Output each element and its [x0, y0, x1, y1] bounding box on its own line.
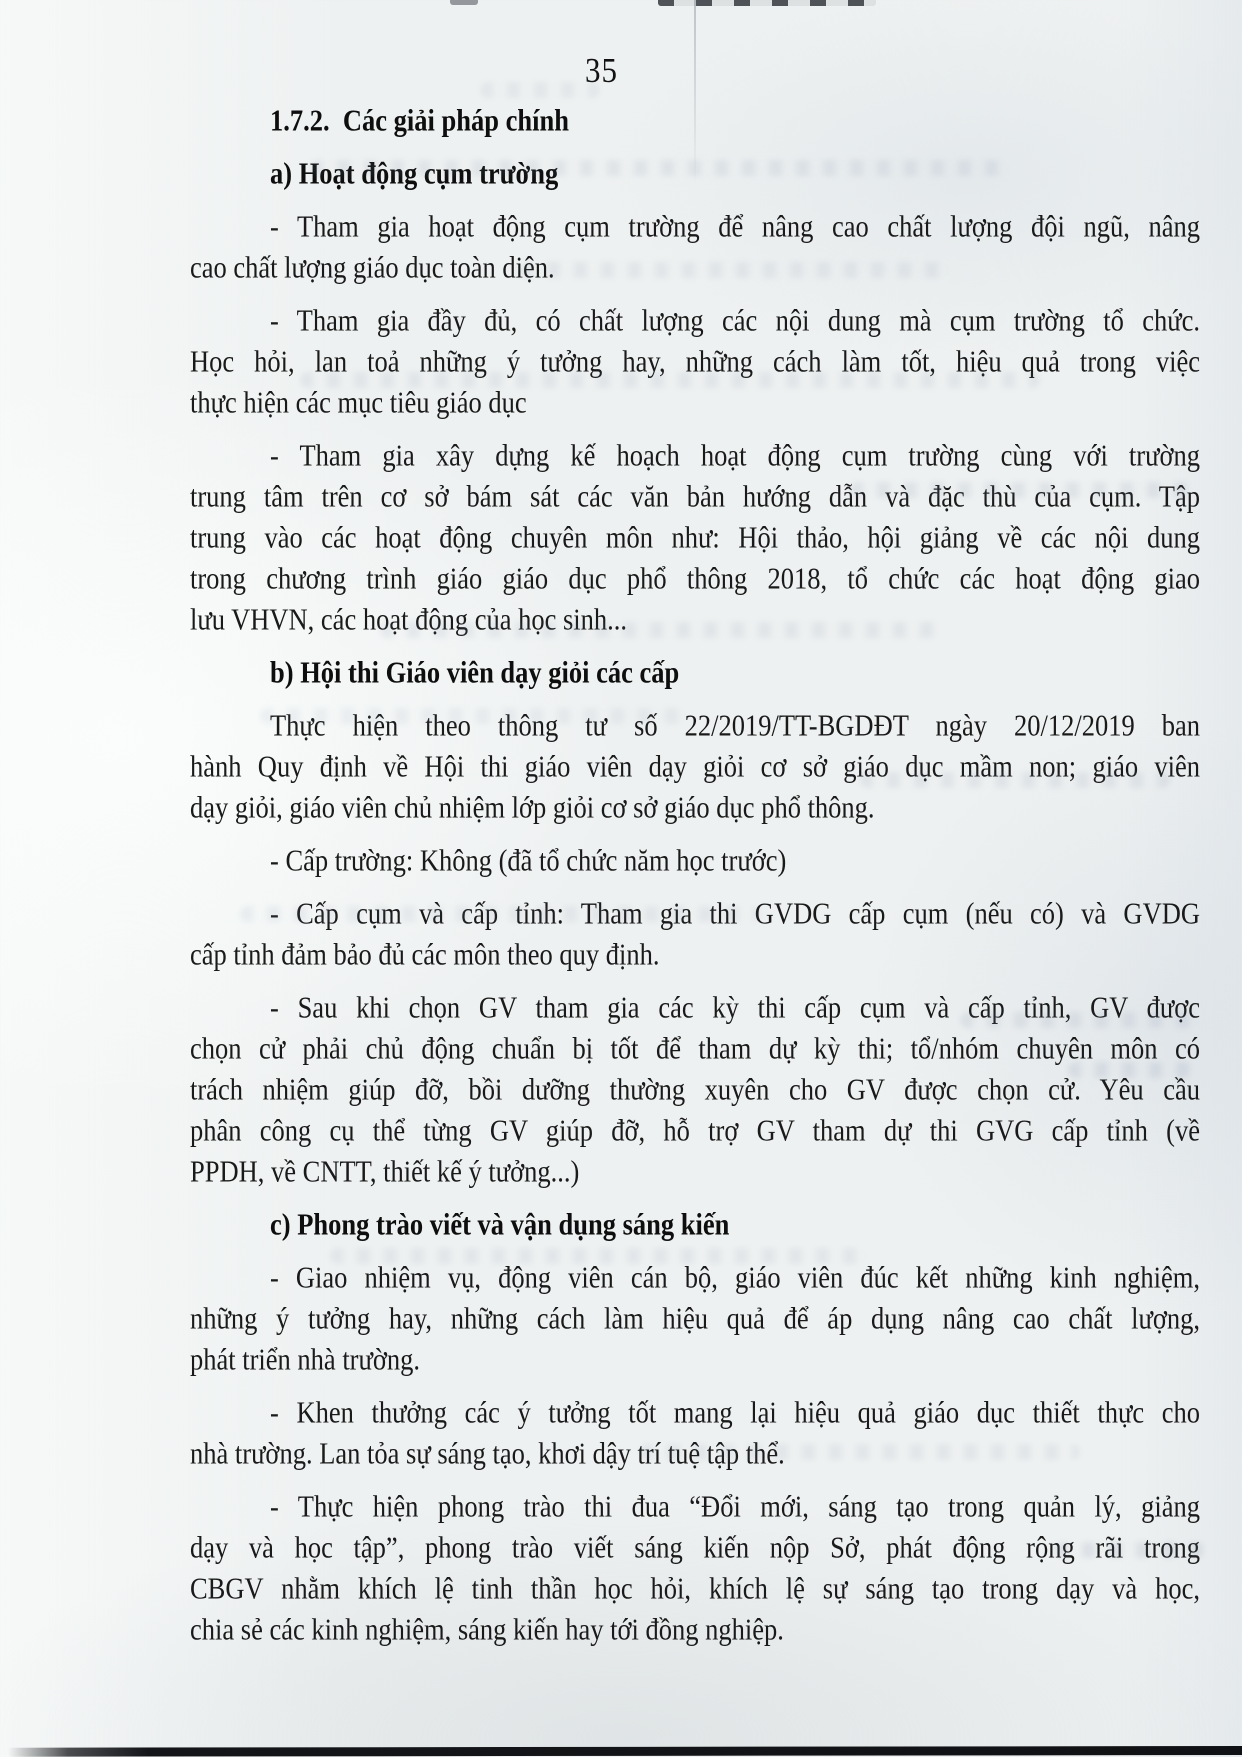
- section-heading: b) Hội thi Giáo viên dạy giỏi các cấp: [270, 654, 680, 690]
- scan-edge-smudge: [450, 0, 478, 5]
- scan-edge-bar: [8, 1746, 1242, 1757]
- bleed-through-smudge: [380, 622, 940, 638]
- paragraph: [190, 1486, 1200, 1650]
- section-heading: 1.7.2. Các giải pháp chính: [270, 102, 569, 138]
- text-line: - Tham gia hoạt động cụm trường để nâng cao chất lượng đội ngũ, nâng: [270, 208, 1200, 244]
- text-line: trong chương trình giáo giáo dục phổ thông 2018, tổ chức các hoạt động giao: [190, 560, 1200, 596]
- paragraph: [190, 840, 1200, 881]
- bleed-through-smudge: [240, 906, 760, 922]
- bleed-through-smudge: [310, 160, 1010, 176]
- text-line: - Khen thưởng các ý tưởng tốt mang lại hiệu quả giáo dục thiết thực cho: [270, 1394, 1200, 1430]
- bleed-through-smudge: [1068, 1062, 1198, 1078]
- text-line: - Thực hiện phong trào thi đua “Đổi mới, sáng tạo trong quản lý, giảng: [270, 1488, 1200, 1524]
- bleed-through-smudge: [1055, 1542, 1205, 1558]
- document-body: [190, 100, 1200, 1650]
- paragraph: [190, 1392, 1200, 1474]
- text-line: Thực hiện theo thông tư số 22/2019/TT-BGDĐT ngày 20/12/2019 ban: [270, 707, 1200, 743]
- text-line: - Cấp trường: Không (đã tổ chức năm học trước): [270, 842, 787, 878]
- text-line: - Tham gia đầy đủ, có chất lượng các nội dung mà cụm trường tổ chức.: [270, 302, 1200, 338]
- text-line: - Sau khi chọn GV tham gia các kỳ thi cấp cụm và cấp tỉnh, GV được: [270, 989, 1200, 1025]
- text-line: Học hỏi, lan toả những ý tưởng hay, những cách làm tốt, hiệu quả trong việc: [190, 343, 1200, 379]
- bleed-through-smudge: [850, 482, 1190, 498]
- text-line: lưu VHVN, các hoạt động của học sinh...: [190, 601, 628, 637]
- text-line: phân công cụ thể từng GV giúp đỡ, hỗ trợ GV tham dự thi GVG cấp tỉnh (về: [190, 1112, 1200, 1148]
- text-line: chia sẻ các kinh nghiệm, sáng kiến hay tới đồng nghiệp.: [190, 1611, 784, 1647]
- paragraph: [190, 1257, 1200, 1380]
- bleed-through-smudge: [860, 772, 1170, 788]
- text-line: - Tham gia xây dựng kế hoạch hoạt động cụm trường cùng với trường: [270, 437, 1200, 473]
- text-line: trách nhiệm giúp đỡ, bồi dưỡng thường xuyên cho GV được chọn cử. Yêu cầu: [190, 1071, 1200, 1107]
- paragraph: [190, 435, 1200, 640]
- text-line: chọn cử phải chủ động chuẩn bị tốt để tham dự kỳ thi; tổ/nhóm chuyên môn có: [190, 1030, 1200, 1066]
- text-line: hành Quy định về Hội thi giáo viên dạy giỏi cơ sở giáo dục mầm non; giáo viên: [190, 748, 1200, 784]
- text-line: cấp tỉnh đảm bảo đủ các môn theo quy định.: [190, 936, 660, 972]
- paper-crease-line: [694, 0, 696, 185]
- bleed-through-smudge: [260, 708, 690, 724]
- section-heading: a) Hoạt động cụm trường: [270, 155, 559, 191]
- bleed-through-smudge: [960, 1012, 1200, 1028]
- text-line: - Cấp cụm và cấp tỉnh: Tham gia thi GVDG cấp cụm (nếu có) và GVDG: [270, 895, 1200, 931]
- text-line: thực hiện các mục tiêu giáo dục: [190, 384, 527, 420]
- text-line: cao chất lượng giáo dục toàn diện.: [190, 249, 555, 285]
- bleed-through-smudge: [330, 1248, 870, 1264]
- text-line: những ý tưởng hay, những cách làm hiệu quả để áp dụng nâng cao chất lượng,: [190, 1300, 1200, 1336]
- section-heading: c) Phong trào viết và vận dụng sáng kiến: [270, 1206, 730, 1242]
- text-line: trung tâm trên cơ sở bám sát các văn bản hướng dẫn và đặc thù của cụm. Tập: [190, 478, 1200, 514]
- text-line: dạy giỏi, giáo viên chủ nhiệm lớp giỏi cơ sở giáo dục phổ thông.: [190, 789, 875, 825]
- text-line: - Giao nhiệm vụ, động viên cán bộ, giáo viên đúc kết những kinh nghiệm,: [270, 1259, 1200, 1295]
- text-line: CBGV nhằm khích lệ tinh thần học hỏi, khích lệ sự sáng tạo trong dạy và học,: [190, 1570, 1200, 1606]
- text-line: phát triển nhà trường.: [190, 1341, 421, 1377]
- page-number: 35: [585, 50, 618, 91]
- text-line: PPDH, về CNTT, thiết kế ý tưởng...): [190, 1153, 580, 1189]
- bleed-through-smudge: [520, 262, 950, 278]
- text-line: trung vào các hoạt động chuyên môn như: Hội thảo, hội giảng về các nội dung: [190, 519, 1200, 555]
- bleed-through-smudge: [640, 1444, 1080, 1460]
- bleed-through-smudge: [480, 82, 600, 98]
- bleed-through-smudge: [300, 372, 1040, 388]
- scan-edge-smudge: [658, 0, 876, 6]
- paragraph: [190, 300, 1200, 423]
- text-line: dạy và học tập”, phong trào viết sáng kiến nộp Sở, phát động rộng rãi trong: [190, 1529, 1200, 1565]
- text-line: nhà trường. Lan tỏa sự sáng tạo, khơi dậy trí tuệ tập thể.: [190, 1435, 785, 1471]
